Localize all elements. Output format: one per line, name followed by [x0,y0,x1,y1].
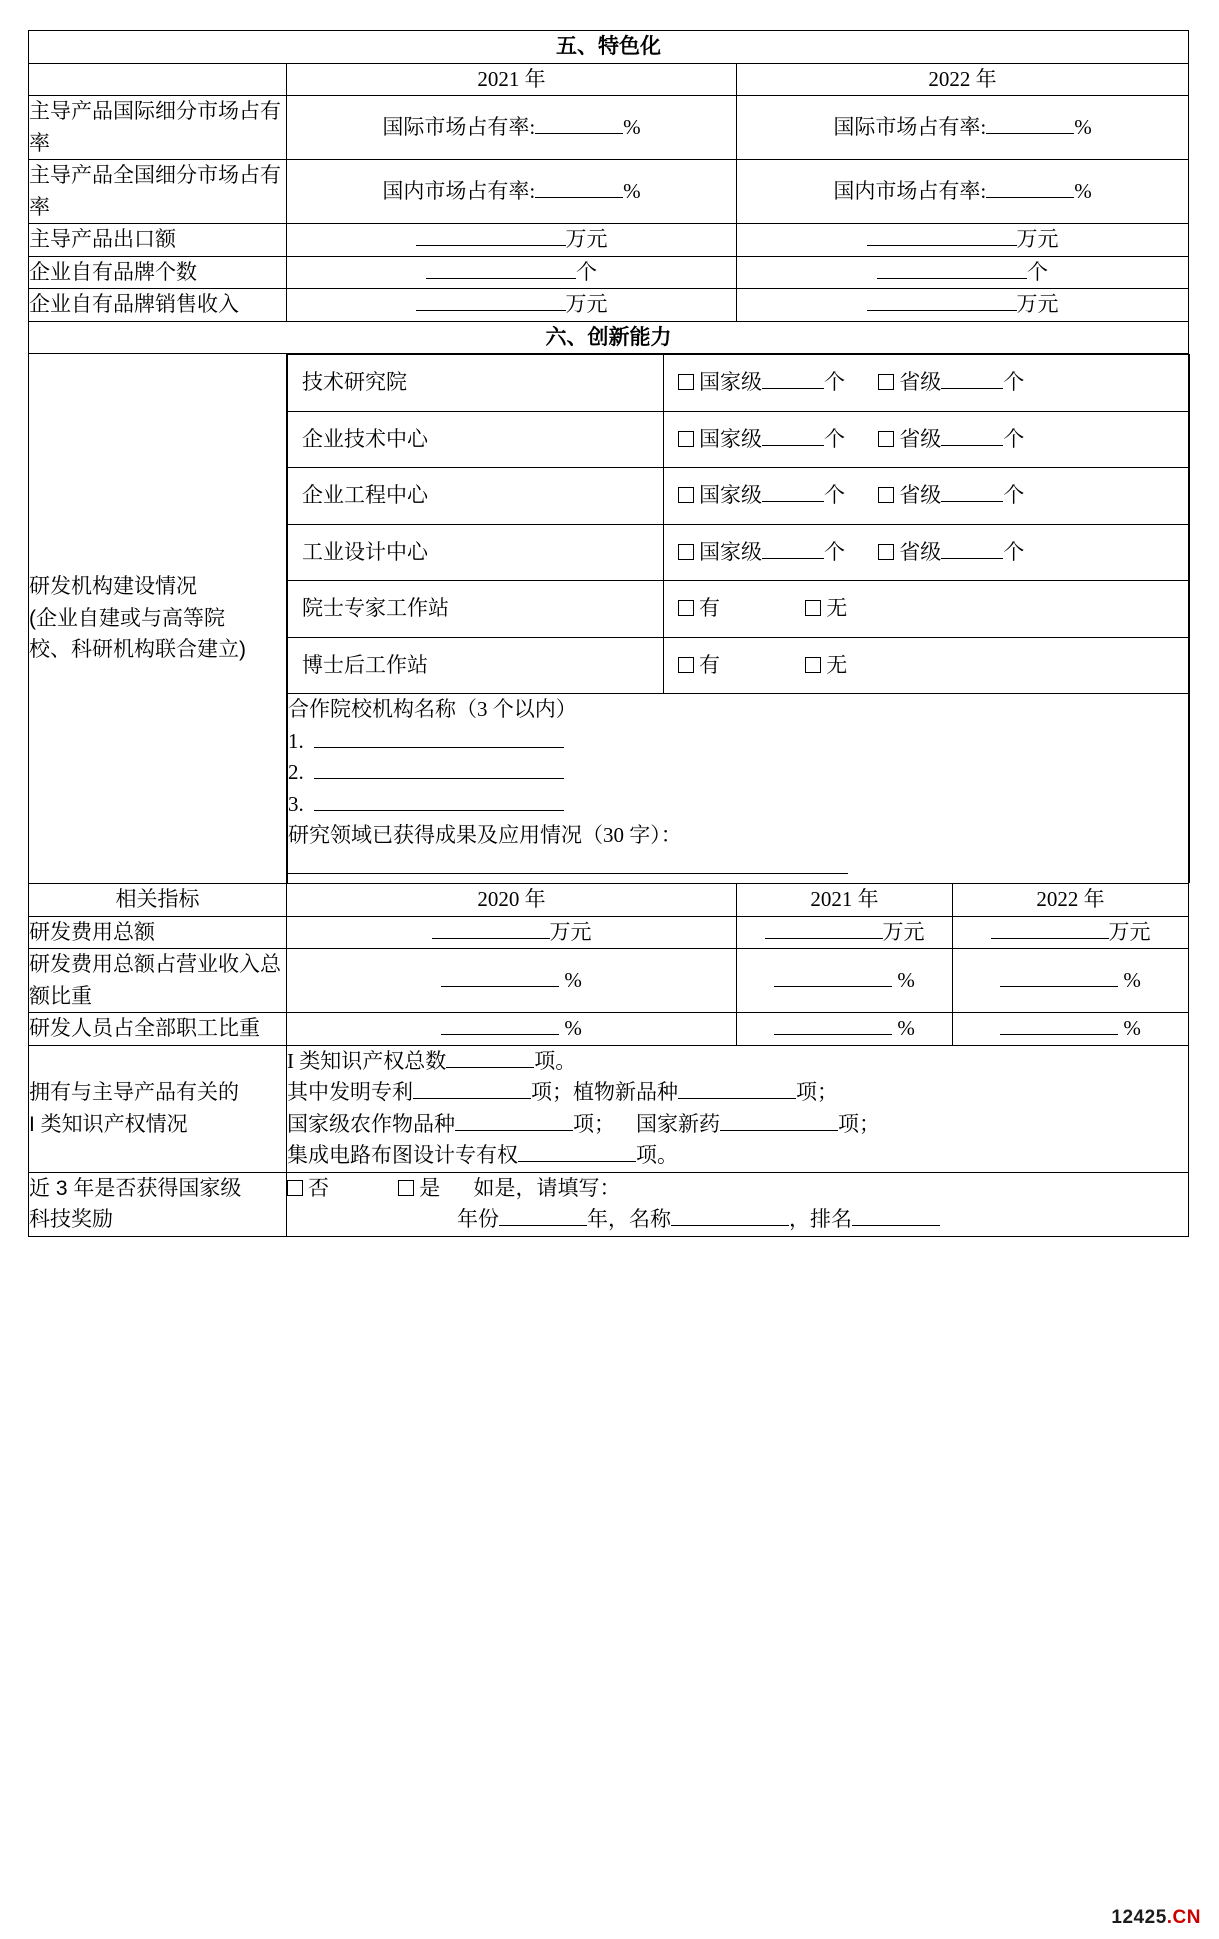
input-blank[interactable] [413,1077,531,1099]
field-rd-ratio-2021[interactable] [737,949,953,1013]
unit-label: 万元 [549,919,592,944]
ip-row [29,1045,1189,1172]
checkbox-award-no[interactable] [287,1173,329,1205]
rd-org-item-row [288,524,1190,581]
unit-label: 个 [1003,483,1025,507]
indicators-year-2022: 2022 年 [953,884,1189,917]
section5-year-header-row [29,63,1189,96]
item-number: 3. [288,791,304,816]
table-row [29,224,1189,257]
input-blank[interactable] [991,917,1109,939]
ip-text: 项； [796,1080,838,1104]
indicators-header-row [29,884,1189,917]
input-blank[interactable] [441,1013,559,1035]
rd-org-item-row [288,355,1190,412]
research-result-title: 研究领域已获得成果及应用情况（30 字）： [288,823,682,847]
ip-label-line2: I 类知识产权情况 [29,1112,188,1136]
table-row [29,916,1189,949]
field-suffix: 万元 [1016,227,1059,251]
field-domestic-share-2021[interactable] [287,160,737,224]
award-line-1[interactable] [287,1173,1188,1205]
award-content[interactable] [287,1172,1189,1236]
input-blank[interactable] [774,965,892,987]
checkbox-icon[interactable] [678,544,694,560]
rd-org-item-options[interactable] [664,581,1190,638]
award-hint: 如是，请填写： [473,1175,621,1200]
rd-org-item-label: 院士专家工作站 [288,581,664,638]
rd-org-item-label: 企业技术中心 [288,411,664,468]
unit-label: 个 [824,370,845,394]
field-suffix: 万元 [1016,292,1059,316]
input-blank[interactable] [941,537,1003,559]
row-label-brand-count: 企业自有品牌个数 [29,256,287,289]
row-label-rd-staff-ratio: 研发人员占全部职工比重 [29,1013,287,1046]
input-blank[interactable] [986,176,1074,198]
checkbox-provincial[interactable] [878,424,1024,456]
field-suffix: % [623,178,641,203]
input-blank[interactable] [314,757,564,779]
checkbox-label: 有 [699,596,720,620]
row-label-export-amount: 主导产品出口额 [29,224,287,257]
unit-label: 个 [1003,370,1025,394]
cooperation-item-2[interactable] [288,757,1189,789]
rd-org-item-options[interactable] [664,637,1190,694]
checkbox-provincial[interactable] [878,537,1024,569]
rd-org-label-line3: 校、科研机构联合建立) [29,638,246,662]
award-text: 年，名称 [587,1207,671,1231]
watermark-part1: 12425 [1111,1907,1167,1928]
checkbox-icon[interactable] [287,1180,303,1196]
field-prefix: 国际市场占有率: [833,114,987,139]
field-suffix: 万元 [565,292,608,316]
checkbox-label: 省级 [899,483,942,507]
award-text: 年份 [457,1207,499,1231]
unit-label: 万元 [882,919,925,944]
input-blank[interactable] [941,424,1003,446]
rd-org-item-row [288,637,1190,694]
rd-org-item-row [288,468,1190,525]
cooperation-title: 合作院校机构名称（3 个以内） [288,697,577,721]
checkbox-label: 有 [699,652,720,677]
field-rd-expense-2022[interactable] [953,916,1189,949]
field-rd-ratio-2020[interactable] [287,949,737,1013]
field-staff-ratio-2021[interactable] [737,1013,953,1046]
ip-label-line1: 拥有与主导产品有关的 [29,1081,239,1104]
checkbox-provincial[interactable] [878,367,1024,399]
field-rd-expense-2021[interactable] [737,916,953,949]
ip-text: 国家级农作物品种 [287,1111,455,1136]
ip-text: 项； [573,1111,615,1136]
checkbox-icon[interactable] [805,600,821,616]
watermark-part2: .CN [1166,1907,1201,1928]
row-label-rd-expense-total: 研发费用总额 [29,916,287,949]
field-suffix: % [1074,178,1092,203]
rd-org-item-options[interactable] [664,524,1190,581]
checkbox-label: 省级 [899,539,942,564]
checkbox-icon[interactable] [878,487,894,503]
input-blank[interactable] [774,1013,892,1035]
item-number: 2. [288,760,304,784]
indicators-year-2021: 2021 年 [737,884,953,917]
field-brand-revenue-2021[interactable] [287,289,737,322]
field-prefix: 国内市场占有率: [833,178,987,203]
ip-text: I 类知识产权总数 [287,1048,447,1073]
field-rd-expense-2020[interactable] [287,916,737,949]
rd-org-label-line2: (企业自建或与高等院 [29,606,225,630]
unit-label: % [1123,1016,1141,1040]
field-suffix: 个 [576,259,597,284]
award-line-2[interactable] [287,1204,1188,1236]
checkbox-label: 否 [308,1175,329,1200]
checkbox-national[interactable] [678,367,845,399]
checkbox-label: 无 [826,652,848,677]
indicators-year-2020: 2020 年 [287,884,737,917]
research-result-input[interactable] [288,852,1189,884]
rd-org-item-label: 工业设计中心 [288,524,664,581]
checkbox-label: 无 [826,596,848,620]
input-blank[interactable] [535,176,623,198]
ip-text: 国家新药 [636,1111,720,1136]
ip-line-4[interactable] [287,1140,1188,1172]
input-blank[interactable] [446,1046,534,1068]
field-staff-ratio-2020[interactable] [287,1013,737,1046]
checkbox-yes[interactable] [678,650,720,682]
input-blank[interactable] [518,1140,636,1162]
row-label-domestic-share: 主导产品全国细分市场占有率 [29,160,287,224]
enterprise-form-table [28,30,1189,1237]
input-blank[interactable] [499,1204,587,1226]
award-row [29,1172,1189,1236]
input-blank[interactable] [941,367,1003,389]
unit-label: % [564,1016,582,1040]
cooperation-block [288,694,1190,884]
input-blank[interactable] [441,965,559,987]
row-label-ip [29,1045,287,1172]
table-row [29,160,1189,224]
checkbox-label: 国家级 [699,370,762,394]
cooperation-item-3[interactable] [288,789,1189,821]
input-blank[interactable] [762,367,824,389]
rd-org-item-label: 企业工程中心 [288,468,664,525]
input-blank[interactable] [1000,1013,1118,1035]
input-blank[interactable] [867,289,1017,311]
rd-org-items-table [287,354,1190,883]
input-blank[interactable] [416,289,566,311]
checkbox-label: 省级 [899,370,942,394]
table-row [29,1013,1189,1046]
input-blank[interactable] [941,480,1003,502]
field-international-share-2021[interactable] [287,96,737,160]
ip-line-2[interactable] [287,1077,1188,1109]
unit-label: % [564,967,582,992]
checkbox-icon[interactable] [678,487,694,503]
rd-org-item-options[interactable] [664,411,1190,468]
checkbox-label: 国家级 [699,483,762,507]
row-label-rd-expense-ratio: 研发费用总额占营业收入总额比重 [29,949,287,1013]
checkbox-icon[interactable] [678,374,694,390]
checkbox-icon[interactable] [805,657,821,673]
table-row [29,96,1189,160]
input-blank[interactable] [765,917,883,939]
table-row [29,256,1189,289]
field-suffix: 万元 [565,227,608,251]
checkbox-no[interactable] [805,650,847,682]
field-brand-revenue-2022[interactable] [737,289,1189,322]
checkbox-icon[interactable] [678,431,694,447]
input-blank[interactable] [762,480,824,502]
indicators-header-label: 相关指标 [29,884,287,917]
rd-org-item-options[interactable] [664,355,1190,412]
ip-text: 项。 [534,1048,577,1073]
unit-label: 个 [1003,426,1025,451]
field-domestic-share-2022[interactable] [737,160,1189,224]
form-page [28,30,1188,1237]
field-suffix: % [1074,114,1092,139]
field-brand-count-2022[interactable] [737,256,1189,289]
unit-label: 万元 [1108,919,1151,944]
ip-text: 项；植物新品种 [531,1080,678,1104]
input-blank[interactable] [288,852,848,874]
unit-label: 个 [1003,539,1025,564]
award-label-line2: 科技奖励 [29,1208,113,1231]
input-blank[interactable] [671,1204,789,1226]
input-blank[interactable] [426,257,576,279]
field-suffix: 个 [1027,259,1049,284]
section5-blank-header [29,63,287,96]
unit-label: % [897,967,915,992]
section5-title: 五、特色化 [29,31,1189,64]
field-export-amount-2021[interactable] [287,224,737,257]
unit-label: % [897,1016,915,1040]
checkbox-icon[interactable] [398,1180,414,1196]
cooperation-item-1[interactable] [288,726,1189,758]
field-export-amount-2022[interactable] [737,224,1189,257]
input-blank[interactable] [852,1204,940,1226]
checkbox-icon[interactable] [678,657,694,673]
unit-label: % [1123,967,1141,992]
checkbox-label: 是 [419,1175,441,1200]
checkbox-provincial[interactable] [878,480,1024,512]
input-blank[interactable] [762,424,824,446]
rd-org-content [287,354,1189,884]
ip-text: 项； [838,1111,880,1136]
checkbox-label: 国家级 [699,539,762,564]
checkbox-label: 省级 [899,426,942,451]
section6-title: 六、创新能力 [29,321,1189,354]
section5-title-row [29,31,1189,64]
watermark [1111,1907,1201,1929]
section5-year-2021: 2021 年 [287,63,737,96]
award-label-line1: 近 3 年是否获得国家级 [29,1176,242,1200]
unit-label: 个 [824,483,845,507]
ip-content[interactable] [287,1045,1189,1172]
rd-org-item-label: 技术研究院 [288,355,664,412]
rd-org-item-label: 博士后工作站 [288,637,664,694]
checkbox-no[interactable] [805,593,847,625]
checkbox-national[interactable] [678,480,845,512]
section5-year-2022: 2022 年 [737,63,1189,96]
unit-label: 个 [824,426,845,451]
input-blank[interactable] [455,1109,573,1131]
input-blank[interactable] [314,726,564,748]
checkbox-icon[interactable] [878,374,894,390]
ip-line-3[interactable] [287,1109,1188,1141]
checkbox-icon[interactable] [878,431,894,447]
input-blank[interactable] [416,224,566,246]
field-prefix: 国内市场占有率: [382,178,536,203]
checkbox-award-yes[interactable] [398,1173,440,1205]
field-suffix: % [623,114,641,139]
field-international-share-2022[interactable] [737,96,1189,160]
row-label-award [29,1172,287,1236]
rd-org-row [29,354,1189,884]
ip-text: 项。 [636,1143,678,1167]
checkbox-icon[interactable] [678,600,694,616]
ip-line-1[interactable] [287,1046,1188,1078]
row-label-international-share: 主导产品国际细分市场占有率 [29,96,287,160]
checkbox-national[interactable] [678,424,845,456]
input-blank[interactable] [720,1109,838,1131]
row-label-brand-revenue: 企业自有品牌销售收入 [29,289,287,322]
input-blank[interactable] [877,257,1027,279]
field-rd-ratio-2022[interactable] [953,949,1189,1013]
input-blank[interactable] [314,789,564,811]
rd-org-item-options[interactable] [664,468,1190,525]
rd-org-label-line1: 研发机构建设情况 [29,575,197,599]
field-prefix: 国际市场占有率: [382,114,536,139]
field-brand-count-2021[interactable] [287,256,737,289]
input-blank[interactable] [762,537,824,559]
row-label-rd-org [29,354,287,884]
checkbox-national[interactable] [678,537,845,569]
table-row [29,289,1189,322]
rd-org-item-row [288,411,1190,468]
rd-org-coop-row [288,694,1190,884]
input-blank[interactable] [535,112,623,134]
ip-text: 其中发明专利 [287,1080,413,1104]
rd-org-item-row [288,581,1190,638]
input-blank[interactable] [1000,965,1118,987]
item-number: 1. [288,728,304,753]
input-blank[interactable] [867,224,1017,246]
checkbox-icon[interactable] [878,544,894,560]
checkbox-label: 国家级 [699,426,762,451]
section6-title-row [29,321,1189,354]
ip-text: 集成电路布图设计专有权 [287,1143,518,1167]
field-staff-ratio-2022[interactable] [953,1013,1189,1046]
input-blank[interactable] [986,112,1074,134]
unit-label: 个 [824,539,845,564]
table-row [29,949,1189,1013]
input-blank[interactable] [678,1077,796,1099]
checkbox-yes[interactable] [678,593,720,625]
award-text: ，排名 [789,1207,852,1231]
input-blank[interactable] [432,917,550,939]
